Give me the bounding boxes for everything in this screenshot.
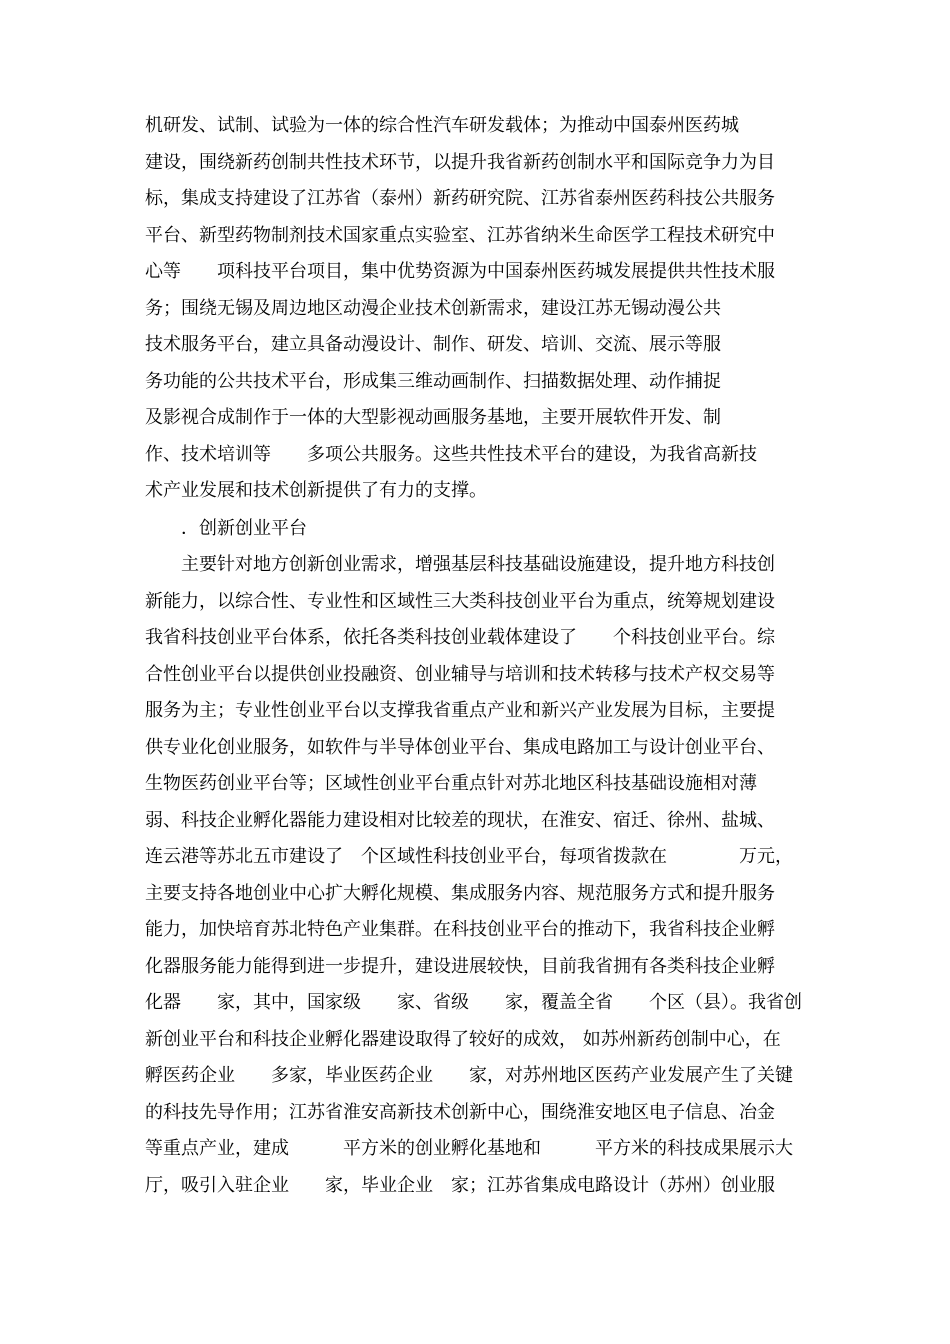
text-line-18: 供专业化创业服务，如软件与半导体创业平台、集成电路加工与设计创业平台、 [145, 737, 775, 758]
text-line-17: 服务为主；专业性创业平台以支撑我省重点产业和新兴产业发展为目标，主要提 [145, 700, 775, 721]
text-line-19: 生物医药创业平台等；区域性创业平台重点针对苏北地区科技基础设施相对薄 [145, 773, 757, 794]
section-heading: ．创新创业平台 [145, 518, 307, 539]
text-line-6: 务；围绕无锡及周边地区动漫企业技术创新需求，建设江苏无锡动漫公共 [145, 298, 721, 319]
text-line-2: 建设，围绕新药创制共性技术环节，以提升我省新药创制水平和国际竞争力为目 [145, 152, 775, 173]
text-line-24: 化器服务能力能得到进一步提升，建设进展较快，目前我省拥有各类科技企业孵 [145, 956, 775, 977]
text-line-21: 连云港等苏北五市建设了 个区域性科技创业平台，每项省拨款在 万元， [145, 846, 793, 867]
text-line-27: 孵医药企业 多家，毕业医药企业 家，对苏州地区医药产业发展产生了关键 [145, 1065, 793, 1086]
text-line-15: 我省科技创业平台体系，依托各类科技创业载体建设了 个科技创业平台。综 [145, 627, 775, 648]
text-line-8: 务功能的公共技术平台，形成集三维动画制作、扫描数据处理、动作捕捉 [145, 371, 721, 392]
text-line-29: 等重点产业，建成 平方米的创业孵化基地和 平方米的科技成果展示大 [145, 1138, 793, 1159]
text-line-16: 合性创业平台以提供创业投融资、创业辅导与培训和技术转移与技术产权交易等 [145, 664, 775, 685]
text-line-11: 术产业发展和技术创新提供了有力的支撑。 [145, 480, 487, 501]
text-line-30: 厅，吸引入驻企业 家，毕业企业 家；江苏省集成电路设计（苏州）创业服 [145, 1175, 775, 1196]
text-line-9: 及影视合成制作于一体的大型影视动画服务基地，主要开展软件开发、制 [145, 407, 721, 428]
text-line-5: 心等 项科技平台项目，集中优势资源为中国泰州医药城发展提供共性技术服 [145, 261, 775, 282]
text-line-13: 主要针对地方创新创业需求，增强基层科技基础设施建设，提升地方科技创 [145, 554, 775, 575]
text-line-26: 新创业平台和科技企业孵化器建设取得了较好的成效， 如苏州新药创制中心，在 [145, 1029, 781, 1050]
text-line-28: 的科技先导作用；江苏省淮安高新技术创新中心，围绕淮安地区电子信息、冶金 [145, 1102, 775, 1123]
text-line-4: 平台、新型药物制剂技术国家重点实验室、江苏省纳米生命医学工程技术研究中 [145, 225, 775, 246]
text-line-3: 标，集成支持建设了江苏省（泰州）新药研究院、江苏省泰州医药科技公共服务 [145, 188, 775, 209]
text-line-23: 能力，加快培育苏北特色产业集群。在科技创业平台的推动下，我省科技企业孵 [145, 919, 775, 940]
text-line-10: 作、技术培训等 多项公共服务。这些共性技术平台的建设，为我省高新技 [145, 444, 757, 465]
text-line-1: 机研发、试制、试验为一体的综合性汽车研发载体；为推动中国泰州医药城 [145, 115, 739, 136]
text-line-25: 化器 家，其中，国家级 家、省级 家，覆盖全省 个区（县）。我省创 [145, 992, 802, 1013]
text-line-7: 技术服务平台，建立具备动漫设计、制作、研发、培训、交流、展示等服 [145, 334, 721, 355]
text-line-14: 新能力，以综合性、专业性和区域性三大类科技创业平台为重点，统筹规划建设 [145, 591, 775, 612]
text-line-20: 弱、科技企业孵化器能力建设相对比较差的现状，在淮安、宿迁、徐州、盐城、 [145, 810, 775, 831]
text-line-22: 主要支持各地创业中心扩大孵化规模、集成服务内容、规范服务方式和提升服务 [145, 883, 775, 904]
